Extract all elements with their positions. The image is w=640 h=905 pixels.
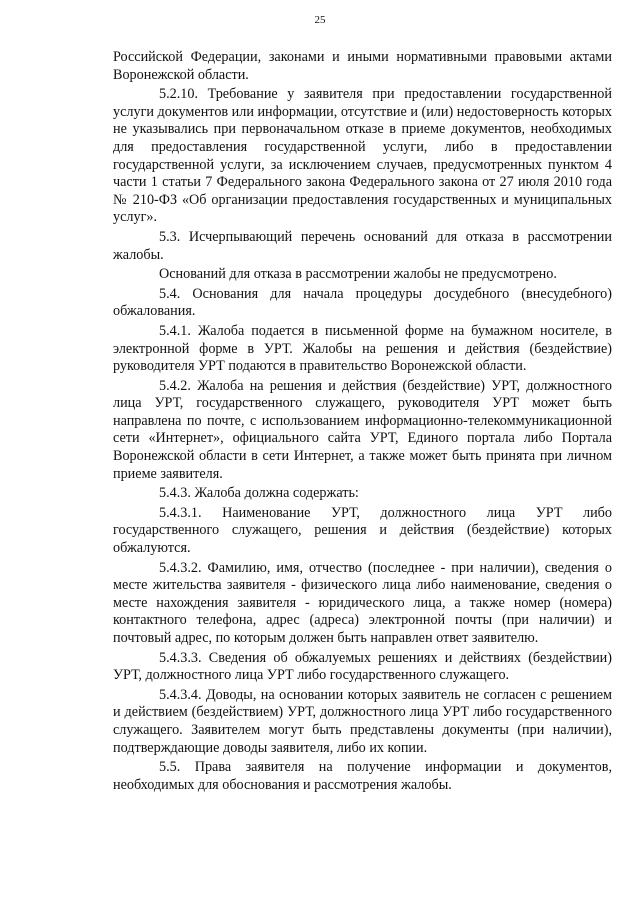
paragraph: 5.2.10. Требование у заявителя при предоставлении государственной услуги документов или информации, отсутствие и (или) недостоверность которых не указывались при первоначальном отказе в приеме документов, необходимых для предоставления государственной услуги, либо в предоставлении государственной услуги, за исключением случаев, предусмотренных пунктом 4 части 1 статьи 7 Федерального закона Федерального закона от 27 июля 2010 года № 210-ФЗ «Об организации предоставления государственных и муниципальных услуг». [113, 86, 612, 226]
paragraph: Российской Федерации, законами и иными нормативными правовыми актами Воронежской области. [113, 49, 612, 83]
paragraph: 5.4.3.2. Фамилию, имя, отчество (последнее - при наличии), сведения о месте жительства заявителя - физического лица либо наименование, сведения о месте нахождения заявителя - юридического лица, а также номер (номера) контактного телефона, адрес (адреса) электронной почты (при наличии) и почтовый адрес, по которым должен быть направлен ответ заявителю. [113, 559, 612, 646]
paragraph: 5.5. Права заявителя на получение информации и документов, необходимых для обоснования и рассмотрения жалобы. [113, 759, 612, 793]
paragraph: 5.4.3.4. Доводы, на основании которых заявитель не согласен с решением и действием (бездействием) УРТ, должностного лица УРТ либо государственного служащего. Заявителем могут быть представлены документы (при наличии), подтверждающие доводы заявителя, либо их копии. [113, 686, 612, 756]
page-number: 25 [314, 14, 326, 26]
paragraph: 5.4.1. Жалоба подается в письменной форме на бумажном носителе, в электронной форме в УРТ. Жалобы на решения и действия (бездействие) руководителя УРТ подаются в правительство Воронежской области. [113, 322, 612, 375]
paragraph: 5.4.3. Жалоба должна содержать: [159, 485, 359, 502]
document-body [113, 49, 612, 796]
paragraph: 5.4.2. Жалоба на решения и действия (бездействие) УРТ, должностного лица УРТ, государственного служащего, руководителя УРТ может быть направлена по почте, с использованием информационно-телекоммуникационной сети «Интернет», официального сайта УРТ, Единого портала либо Портала Воронежской области в сети Интернет, а также может быть принята при личном приеме заявителя. [113, 377, 612, 482]
paragraph: 5.3. Исчерпывающий перечень оснований для отказа в рассмотрении жалобы. [113, 228, 612, 263]
paragraph: Оснований для отказа в рассмотрении жалобы не предусмотрено. [159, 266, 557, 283]
paragraph: 5.4. Основания для начала процедуры досудебного (внесудебного) обжалования. [113, 285, 612, 320]
paragraph: 5.4.3.3. Сведения об обжалуемых решениях и действиях (бездействии) УРТ, должностного лица УРТ либо государственного служащего. [113, 649, 612, 684]
paragraph: 5.4.3.1. Наименование УРТ, должностного лица УРТ либо государственного служащего, решения и действия (бездействие) которых обжалуются. [113, 504, 612, 557]
